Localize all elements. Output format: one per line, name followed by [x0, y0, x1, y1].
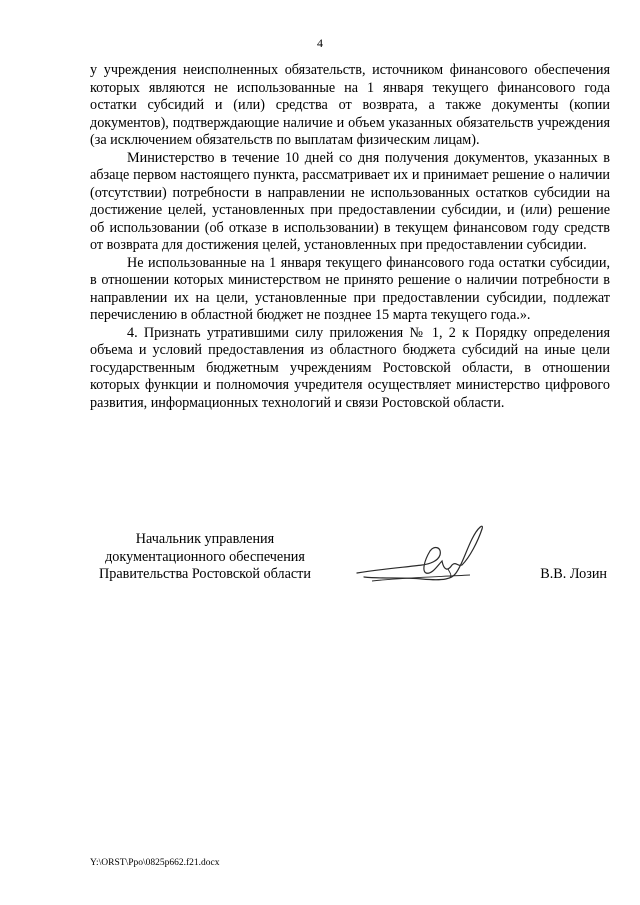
paragraph: Министерство в течение 10 дней со дня получения документов, указанных в абзаце первом настоящего пункта, рассматривает их и принимает решение о наличии (отсутствии) потребности в направлении не использованных остатков субсидии на достижение целей, установленных при предоставлении субсидии, и (или) решение об использовании (об отказе в использовании) в текущем финансовом году средств от возврата для достижения целей, установленных при предоставлении субсидии.: [90, 149, 610, 253]
document-body: [90, 62, 610, 412]
paragraph: 4. Признать утратившими силу приложения № 1, 2 к Порядку определения объема и условий предоставления из областного бюджета субсидий на иные цели государственным бюджетным учреждениям Ростовской области, в отношении которых функции и полномочия учредителя осуществляет министерство цифрового развития, информационных технологий и связи Ростовской области.: [90, 324, 610, 411]
file-path: Y:\ORST\Ppo\0825p662.f21.docx: [90, 858, 220, 868]
signatory-title-line: Начальник управления: [135, 531, 275, 547]
paragraph: Не использованные на 1 января текущего финансового года остатки субсидии, в отношении которых министерством не принято решение о наличии потребности в направлении их на цели, установленные при предоставлении субсидии, подлежат перечислению в областной бюджет не позднее 15 марта текущего года.».: [90, 254, 610, 323]
signatory-title-line: документационного обеспечения: [105, 548, 305, 565]
signatory-title: [90, 531, 320, 584]
page-number: 4: [317, 36, 323, 50]
signatory-title-line: Правительства Ростовской области: [99, 566, 311, 582]
signatory-name: В.В. Лозин: [540, 566, 607, 582]
paragraph: у учреждения неисполненных обязательств, источником финансового обеспечения которых являются не использованные на 1 января текущего финансового года остатки субсидий и (или) средства от возврата, а также документы (копии документов), подтверждающие наличие и объем указанных обязательств учреждения (за исключением обязательств по выплатам физическим лицам).: [90, 62, 610, 148]
handwritten-signature: [352, 521, 492, 591]
